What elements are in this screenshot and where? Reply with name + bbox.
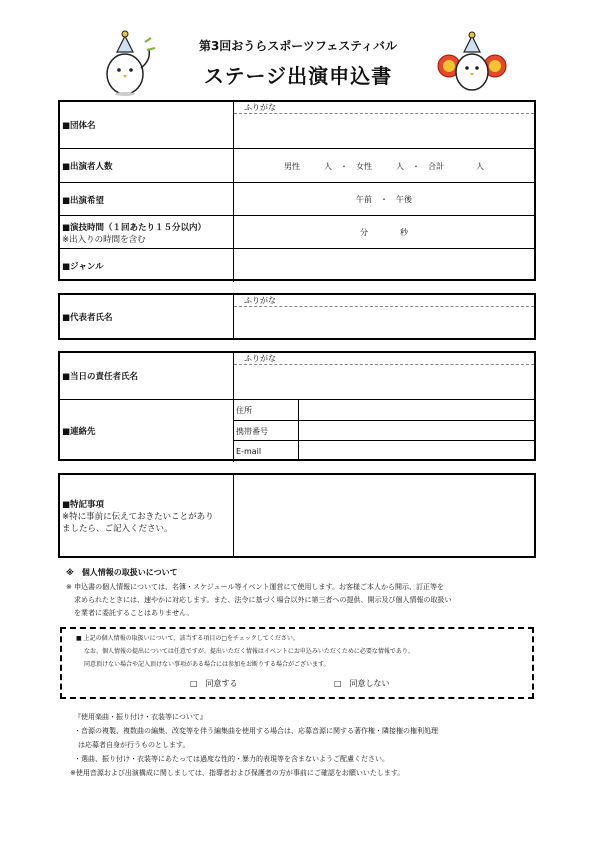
responsible-table	[58, 351, 536, 461]
address-row[interactable]	[234, 400, 534, 420]
group-name-label: ■団体名	[60, 102, 234, 148]
genre-label: ■ジャンル	[60, 249, 234, 282]
performers-row	[60, 148, 534, 183]
resp-row	[60, 353, 534, 399]
event-title: 第3回おうらスポーツフェスティバル	[198, 39, 398, 53]
group-name-field[interactable]	[234, 102, 534, 148]
music-text-1: ・音源の複製、複数曲の編集、改変等を伴う編集曲を使用する場合は、応募音源に関する著作権・隣接権の権利処理	[74, 727, 438, 735]
disagree-checkbox[interactable]: □ 同意しない	[334, 679, 390, 688]
rep-field[interactable]	[234, 295, 534, 338]
time-row	[60, 215, 534, 249]
consent-text-3: 同意頂けない場合や記入頂けない事項がある場合には参加をお断りする場合がございます。	[84, 661, 330, 668]
special-table	[58, 473, 536, 558]
rep-label: ■代表者氏名	[60, 295, 234, 338]
furigana-label: ふりがな	[244, 103, 276, 112]
representative-table	[58, 293, 536, 340]
contact-label: ■連絡先	[60, 400, 234, 462]
privacy-heading: ※ 個人情報の取扱いについて	[66, 568, 178, 577]
time-field[interactable]: 分 秒	[360, 228, 408, 237]
phone-label: 携帯番号	[236, 421, 299, 441]
consent-text-2: なお、個人情報の提出については任意ですが、提出いただく情報はイベントにお申込みいただくために必要な情報であり、	[84, 648, 414, 655]
email-label: E-mail	[236, 441, 299, 461]
music-text-3: ・選曲、振り付け・衣装等にあたっては過度な性的・暴力的表現等を含まないようご配慮ください。	[74, 755, 389, 763]
email-row[interactable]	[234, 440, 534, 461]
rep-row	[60, 295, 534, 338]
privacy-text-3: を業者に委託することはありません。	[74, 609, 194, 617]
resp-label: ■当日の責任者氏名	[60, 353, 234, 399]
contact-fields	[234, 400, 534, 462]
consent-text-1: ■ 上記の個人情報の取扱いについて、該当する項目の□をチェックしてください。	[76, 635, 299, 642]
preferred-field[interactable]: 午前 ・ 午後	[356, 195, 412, 204]
time-label: ■演技時間（１回あたり１５分以内） ※出入りの時間を含む	[60, 216, 234, 249]
music-text-2: は応募者自身が行うものとします。	[78, 741, 190, 749]
preferred-row	[60, 182, 534, 216]
agree-checkbox[interactable]: □ 同意する	[190, 679, 238, 688]
music-text-4: ※使用音源および出演構成に関しましては、指導者および保護者の方が事前にご確認をお願いいたします。	[70, 769, 405, 777]
special-label: ■特記事項 ※特に事前に伝えておきたいことがあり ましたら、ご記入ください。	[60, 475, 234, 556]
address-label: 住所	[236, 400, 299, 420]
consent-box	[60, 627, 534, 699]
furigana-label: ふりがな	[244, 296, 276, 305]
genre-row	[60, 248, 534, 282]
resp-field[interactable]	[234, 353, 534, 399]
privacy-text-2: 求められたときには、速やかに対応します。また、法令に基づく場合以外に第三者への提供、開示及び個人情報の取扱い	[74, 596, 452, 604]
form-title: ステージ出演申込書	[203, 64, 393, 88]
application-table	[58, 100, 536, 281]
performers-field[interactable]: 男性 人 ・ 女性 人 ・ 合計 人	[284, 161, 484, 171]
special-row	[60, 475, 534, 556]
preferred-label: ■出演希望	[60, 183, 234, 216]
genre-field[interactable]	[234, 249, 534, 282]
phone-row[interactable]	[234, 420, 534, 441]
special-field[interactable]	[234, 475, 534, 556]
music-heading: 『使用楽曲・振り付け・衣装等について』	[74, 713, 207, 721]
contact-row	[60, 399, 534, 462]
privacy-text-1: ※ 申込書の個人情報については、名簿・スケジュール等イベント運営にて使用します。お客様ご本人から開示、訂正等を	[66, 583, 444, 591]
group-name-row	[60, 102, 534, 148]
performers-label: ■出演者人数	[60, 149, 234, 183]
furigana-label: ふりがな	[244, 354, 276, 363]
